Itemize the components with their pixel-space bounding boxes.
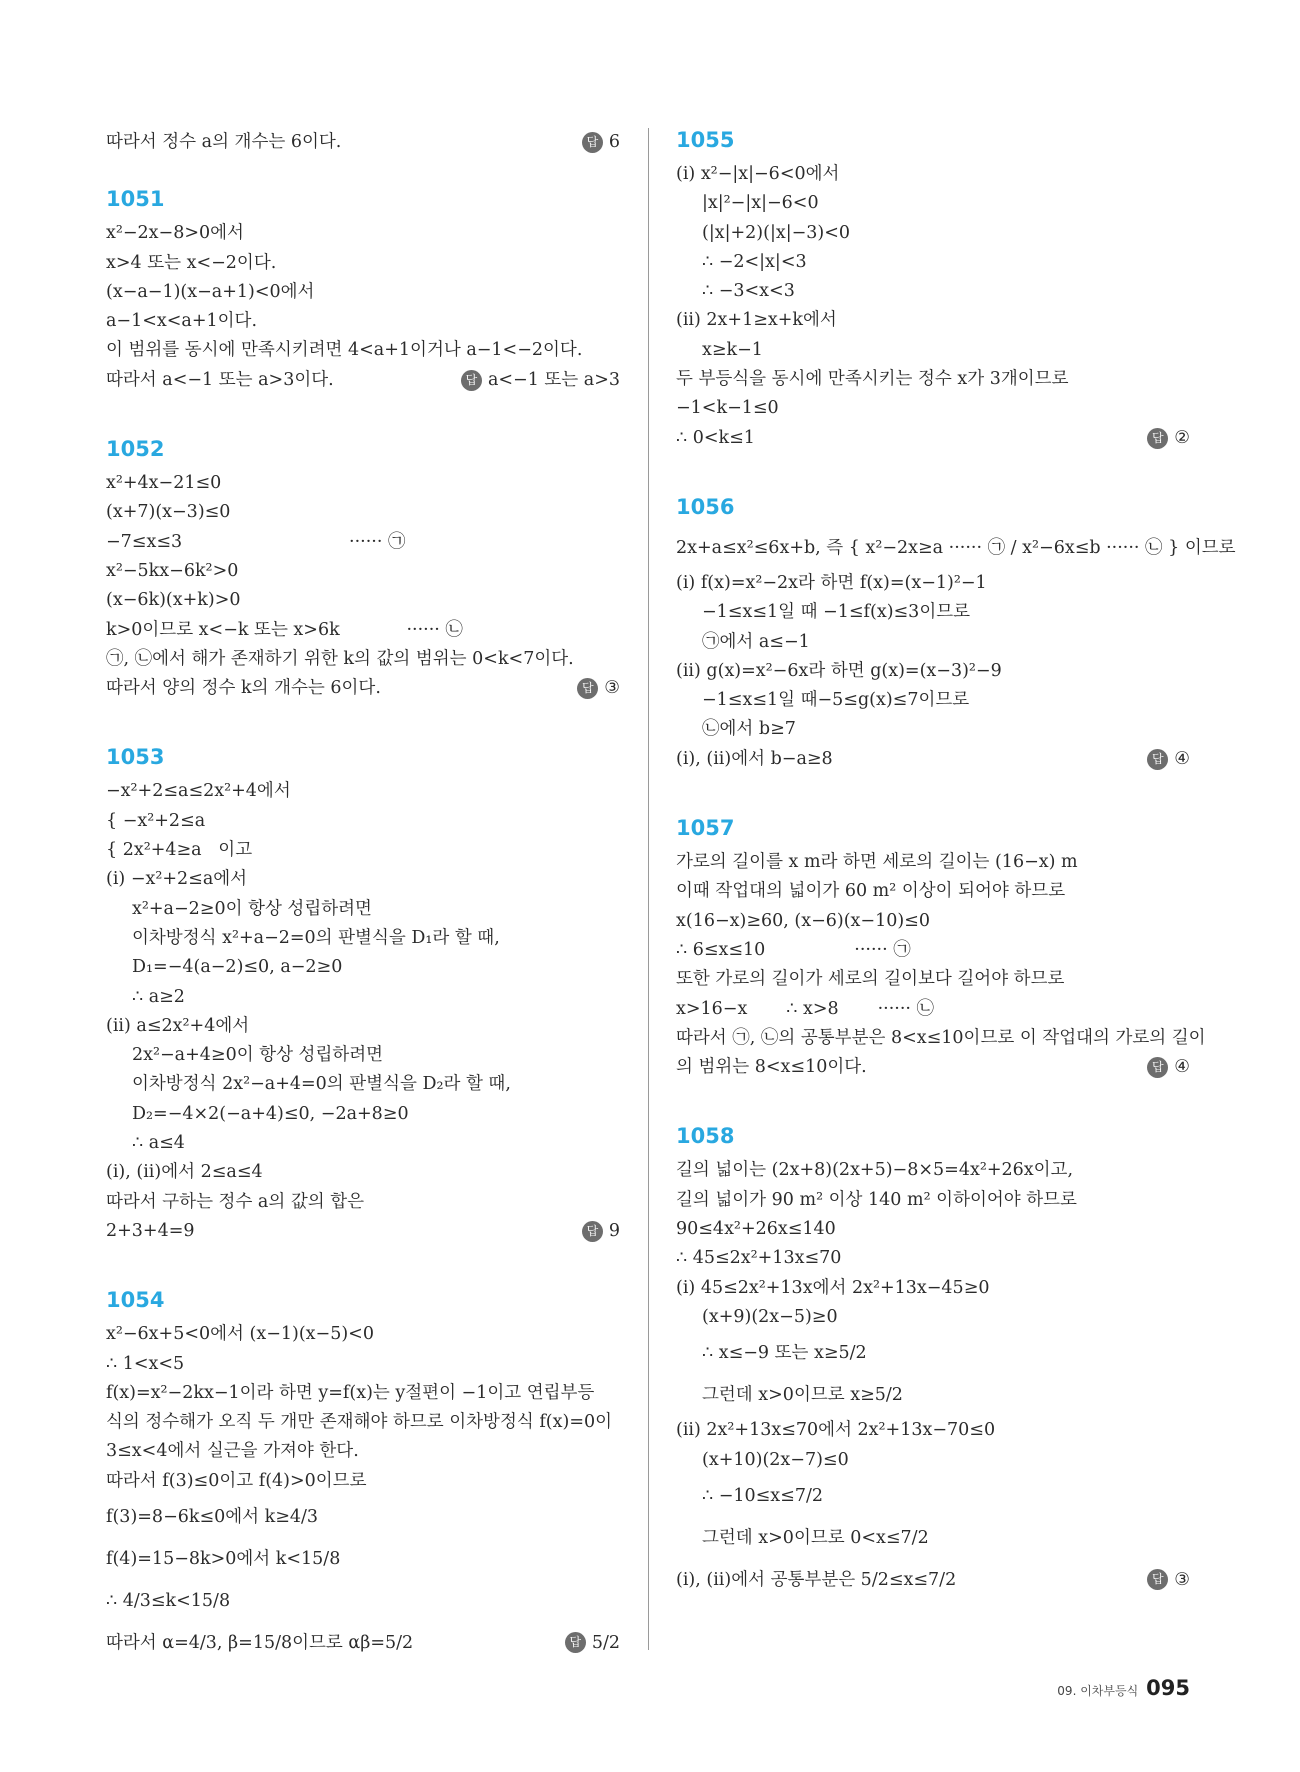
solution-line-text: 따라서 a<−1 또는 a>3이다. bbox=[106, 369, 334, 390]
answer-badge-icon: 답 bbox=[1147, 749, 1168, 770]
solution-line bbox=[676, 1332, 1190, 1374]
answer-badge-icon: 답 bbox=[582, 132, 603, 153]
solution-line bbox=[676, 848, 1190, 877]
solution-line-text: ∴ 4/3≤k<15/8 bbox=[106, 1590, 231, 1611]
problem-block bbox=[106, 437, 620, 703]
solution-line bbox=[106, 616, 620, 645]
answer bbox=[1147, 1559, 1190, 1601]
solution-line bbox=[676, 394, 1190, 423]
solution-line-text: 따라서 양의 정수 k의 개수는 6이다. bbox=[106, 678, 381, 699]
solution-line-text: x(16−x)≥60, (x−6)(x−10)≤0 bbox=[676, 910, 930, 931]
solution-line bbox=[676, 1156, 1190, 1185]
problem-number: 1058 bbox=[676, 1124, 735, 1149]
problem-block bbox=[106, 1288, 620, 1664]
solution-line-text: (x−a−1)(x−a+1)<0에서 bbox=[106, 281, 315, 302]
solution-line-text: f(x)=x²−2kx−1이라 하면 y=f(x)는 y절편이 −1이고 연립부등 bbox=[106, 1382, 595, 1403]
solution-line bbox=[106, 1408, 620, 1437]
solution-line-text: x²−2x−8>0에서 bbox=[106, 223, 244, 244]
solution-line-text: (ii) 2x+1≥x+k에서 bbox=[676, 310, 837, 331]
problem-number: 1054 bbox=[106, 1288, 165, 1313]
column-divider bbox=[648, 128, 649, 1650]
solution-line bbox=[676, 189, 1190, 218]
solution-line-text: −1<k−1≤0 bbox=[676, 398, 779, 419]
solution-line-text: 3≤x<4에서 실근을 가져야 한다. bbox=[106, 1441, 359, 1462]
solution-line bbox=[106, 1437, 620, 1466]
right-column bbox=[676, 128, 1236, 1601]
solution-line bbox=[676, 745, 1190, 774]
answer bbox=[1147, 1053, 1190, 1082]
problem-number: 1056 bbox=[676, 494, 735, 519]
solution-line bbox=[676, 1416, 1190, 1445]
answer-badge-icon: 답 bbox=[1147, 1057, 1168, 1078]
solution-line bbox=[676, 1446, 1190, 1475]
solution-line bbox=[676, 365, 1190, 394]
solution-line-text: (i) 45≤2x²+13x에서 2x²+13x−45≥0 bbox=[676, 1277, 990, 1298]
left-column bbox=[106, 128, 620, 1664]
solution-line-text: 2x+a≤x²≤6x+b, 즉 { x²−2x≥a ······ ㉠ / x²−6x≤b ······ ㉡ } 이므로 bbox=[676, 537, 1236, 558]
solution-line bbox=[106, 865, 620, 894]
right-problem-list bbox=[676, 128, 1236, 1601]
solution-line bbox=[106, 674, 620, 703]
solution-line bbox=[106, 528, 620, 557]
answer-badge-icon: 답 bbox=[577, 678, 598, 699]
solution-line bbox=[676, 306, 1190, 335]
solution-line bbox=[106, 249, 620, 278]
answer-value: ② bbox=[1174, 427, 1190, 448]
solution-line bbox=[106, 1217, 620, 1246]
solution-line-text: ∴ 0<k≤1 bbox=[676, 427, 755, 448]
page-footer bbox=[1057, 1676, 1190, 1700]
solution-line bbox=[106, 895, 620, 924]
solution-line-text: 따라서 f(3)≤0이고 f(4)>0이므로 bbox=[106, 1470, 367, 1491]
solution-line-text: ∴ 6≤x≤10 ······ ㉠ bbox=[676, 939, 911, 960]
solution-line bbox=[676, 1559, 1190, 1601]
solution-line-text: 90≤4x²+26x≤140 bbox=[676, 1219, 836, 1240]
problem-number: 1053 bbox=[106, 745, 165, 770]
solution-line-text: (x−6k)(x+k)>0 bbox=[106, 590, 241, 611]
solution-line bbox=[106, 1496, 620, 1538]
solution-line bbox=[106, 307, 620, 336]
problem-number: 1051 bbox=[106, 187, 165, 212]
answer-value: ③ bbox=[604, 678, 620, 699]
solution-line bbox=[676, 1186, 1190, 1215]
solution-line bbox=[676, 336, 1190, 365]
solution-line bbox=[106, 366, 620, 395]
solution-line bbox=[676, 715, 1190, 744]
solution-line-text: (ii) g(x)=x²−6x라 하면 g(x)=(x−3)²−9 bbox=[676, 660, 1002, 681]
solution-line bbox=[676, 1024, 1206, 1053]
solution-line-text: ∴ 45≤2x²+13x≤70 bbox=[676, 1248, 842, 1269]
solution-line bbox=[106, 586, 620, 615]
solution-line-text: 길의 넓이는 (2x+8)(2x+5)−8×5=4x²+26x이고, bbox=[676, 1160, 1074, 1181]
solution-line bbox=[676, 686, 1190, 715]
solution-line bbox=[676, 248, 1190, 277]
solution-line bbox=[106, 983, 620, 1012]
solution-line-text: (|x|+2)(|x|−3)<0 bbox=[702, 222, 851, 243]
solution-line bbox=[106, 1129, 620, 1158]
solution-line bbox=[106, 1379, 620, 1408]
solution-line-text: x>4 또는 x<−2이다. bbox=[106, 252, 277, 273]
solution-line bbox=[676, 1244, 1190, 1273]
answer-badge-icon: 답 bbox=[1147, 1569, 1168, 1590]
solution-line-text: 두 부등식을 동시에 만족시키는 정수 x가 3개이므로 bbox=[676, 369, 1069, 390]
problem-block bbox=[106, 745, 620, 1246]
problem-number: 1055 bbox=[676, 128, 735, 152]
solution-line bbox=[106, 469, 620, 498]
solution-line bbox=[106, 953, 620, 982]
solution-line-text: ∴ x≤−9 또는 x≥5/2 bbox=[702, 1343, 867, 1364]
solution-line bbox=[676, 598, 1190, 627]
solution-line bbox=[676, 1303, 1190, 1332]
answer bbox=[461, 366, 620, 395]
solution-line bbox=[676, 907, 1190, 936]
problem-block bbox=[676, 128, 1190, 453]
solution-line-text: ∴ a≥2 bbox=[132, 986, 185, 1007]
answer-value: 5/2 bbox=[591, 1632, 620, 1653]
solution-line-text: (x+7)(x−3)≤0 bbox=[106, 502, 231, 523]
solution-line bbox=[106, 836, 620, 865]
answer bbox=[565, 1622, 620, 1664]
solution-line bbox=[676, 219, 1190, 248]
solution-line bbox=[676, 995, 1190, 1024]
answer-value: 9 bbox=[608, 1220, 620, 1241]
solution-line-text: (ii) 2x²+13x≤70에서 2x²+13x−70≤0 bbox=[676, 1420, 996, 1441]
solution-line-text: 또한 가로의 길이가 세로의 길이보다 길어야 하므로 bbox=[676, 969, 1065, 990]
solution-line-text: |x|²−|x|−6<0 bbox=[702, 193, 819, 214]
answer bbox=[1147, 424, 1190, 453]
solution-line-text: f(3)=8−6k≤0에서 k≥4/3 bbox=[106, 1506, 319, 1527]
solution-line bbox=[106, 777, 620, 806]
solution-line bbox=[676, 1274, 1190, 1303]
solution-line bbox=[676, 657, 1190, 686]
solution-line-text: { 2x²+4≥a 이고 bbox=[106, 840, 253, 861]
solution-line bbox=[106, 645, 620, 674]
solution-line-text: 따라서 ㉠, ㉡의 공통부분은 8<x≤10이므로 이 작업대의 가로의 길이 bbox=[676, 1027, 1206, 1048]
solution-line-text: 그런데 x>0이므로 0<x≤7/2 bbox=[702, 1527, 929, 1548]
answer bbox=[577, 674, 620, 703]
solution-line bbox=[106, 1041, 620, 1070]
solution-line-text: D₁=−4(a−2)≤0, a−2≥0 bbox=[132, 957, 343, 978]
solution-line bbox=[106, 278, 620, 307]
solution-line-text: −1≤x≤1일 때−5≤g(x)≤7이므로 bbox=[702, 690, 970, 711]
solution-line-text: −1≤x≤1일 때 −1≤f(x)≤3이므로 bbox=[702, 602, 971, 623]
solution-line bbox=[106, 1100, 620, 1129]
solution-line bbox=[106, 336, 620, 365]
solution-line bbox=[676, 965, 1190, 994]
problem-block bbox=[106, 187, 620, 395]
answer-badge-icon: 답 bbox=[461, 370, 482, 391]
solution-line-text: 이차방정식 2x²−a+4=0의 판별식을 D₂라 할 때, bbox=[132, 1074, 511, 1095]
chapter-label: 09. 이차부등식 bbox=[1057, 1684, 1139, 1698]
solution-line-text: 따라서 α=4/3, β=15/8이므로 αβ=5/2 bbox=[106, 1632, 414, 1653]
solution-line-text: ∴ a≤4 bbox=[132, 1133, 185, 1154]
solution-line bbox=[676, 1053, 1190, 1082]
solution-line-text: x²−6x+5<0에서 (x−1)(x−5)<0 bbox=[106, 1324, 374, 1345]
solution-line-text: x≥k−1 bbox=[702, 339, 763, 360]
solution-line bbox=[106, 1467, 620, 1496]
solution-line-text: ㉠에서 a≤−1 bbox=[702, 631, 810, 652]
solution-line bbox=[676, 1517, 1190, 1559]
left-problem-list bbox=[106, 187, 620, 1664]
lead-line-text: 따라서 정수 a의 개수는 6이다. bbox=[106, 132, 342, 152]
answer-value: a<−1 또는 a>3 bbox=[487, 369, 620, 390]
solution-line bbox=[676, 1374, 1190, 1416]
problem-block bbox=[676, 816, 1206, 1082]
answer-value: ④ bbox=[1174, 1057, 1190, 1078]
solution-line-text: 길의 넓이가 90 m² 이상 140 m² 이하이어야 하므로 bbox=[676, 1189, 1077, 1210]
solution-line-text: 따라서 구하는 정수 a의 값의 합은 bbox=[106, 1191, 365, 1212]
solution-line-text: k>0이므로 x<−k 또는 x>6k ······ ㉡ bbox=[106, 619, 463, 640]
solution-line-text: ∴ 1<x<5 bbox=[106, 1353, 185, 1374]
solution-line bbox=[676, 1475, 1190, 1517]
solution-line-text: 가로의 길이를 x m라 하면 세로의 길이는 (16−x) m bbox=[676, 852, 1078, 873]
solution-line-text: 2x²−a+4≥0이 항상 성립하려면 bbox=[132, 1045, 384, 1066]
solution-line bbox=[106, 1188, 620, 1217]
solution-line-text: −x²+2≤a≤2x²+4에서 bbox=[106, 781, 291, 802]
solution-line-text: (i), (ii)에서 b−a≥8 bbox=[676, 748, 833, 769]
lead-line bbox=[106, 128, 620, 157]
solution-line-text: D₂=−4×2(−a+4)≤0, −2a+8≥0 bbox=[132, 1103, 409, 1124]
solution-line-text: x>16−x ∴ x>8 ······ ㉡ bbox=[676, 998, 935, 1019]
answer-value: ③ bbox=[1174, 1569, 1190, 1590]
solution-line-text: 이차방정식 x²+a−2=0의 판별식을 D₁라 할 때, bbox=[132, 927, 500, 948]
solution-line-text: (x+9)(2x−5)≥0 bbox=[702, 1306, 838, 1327]
solution-line bbox=[106, 807, 620, 836]
problem-number: 1057 bbox=[676, 816, 735, 841]
solution-line bbox=[676, 936, 1190, 965]
solution-line bbox=[106, 557, 620, 586]
solution-line-text: 식의 정수해가 오직 두 개만 존재해야 하므로 이차방정식 f(x)=0이 bbox=[106, 1412, 613, 1433]
solution-line bbox=[106, 924, 620, 953]
solution-line bbox=[106, 1622, 620, 1664]
solution-line bbox=[106, 1320, 620, 1349]
answer-badge-icon: 답 bbox=[582, 1221, 603, 1242]
problem-block bbox=[676, 494, 1236, 774]
solution-line bbox=[106, 1012, 620, 1041]
solution-line-text: −7≤x≤3 ······ ㉠ bbox=[106, 531, 406, 552]
solution-line-text: ∴ −3<x<3 bbox=[702, 281, 795, 302]
solution-line-text: 2+3+4=9 bbox=[106, 1220, 195, 1241]
answer-value: 6 bbox=[608, 132, 620, 152]
solution-line-text: ㉠, ㉡에서 해가 존재하기 위한 k의 값의 범위는 0<k<7이다. bbox=[106, 648, 574, 669]
solution-line-text: (ii) a≤2x²+4에서 bbox=[106, 1015, 250, 1036]
solution-line-text: (i) f(x)=x²−2x라 하면 f(x)=(x−1)²−1 bbox=[676, 572, 987, 593]
solution-line bbox=[676, 527, 1236, 569]
solution-line-text: (i), (ii)에서 2≤a≤4 bbox=[106, 1162, 263, 1183]
solution-line bbox=[106, 1158, 620, 1187]
solution-line-text: 이때 작업대의 넓이가 60 m² 이상이 되어야 하므로 bbox=[676, 881, 1066, 902]
solution-line bbox=[106, 219, 620, 248]
solution-line bbox=[676, 1215, 1190, 1244]
solution-line bbox=[676, 160, 1190, 189]
page-number: 095 bbox=[1146, 1676, 1190, 1700]
solution-line bbox=[676, 424, 1190, 453]
answer-value: ④ bbox=[1174, 748, 1190, 769]
solution-line-text: 그런데 x>0이므로 x≥5/2 bbox=[702, 1385, 903, 1406]
solution-line-text: a−1<x<a+1이다. bbox=[106, 311, 258, 332]
solution-line bbox=[676, 628, 1190, 657]
problem-number: 1052 bbox=[106, 437, 165, 462]
solution-line-text: (i) x²−|x|−6<0에서 bbox=[676, 164, 840, 184]
lead-answer bbox=[582, 128, 620, 157]
solution-line bbox=[106, 1580, 620, 1622]
solution-line bbox=[676, 877, 1190, 906]
solution-line-text: ∴ −10≤x≤7/2 bbox=[702, 1485, 823, 1506]
solution-line-text: ∴ −2<|x|<3 bbox=[702, 251, 807, 272]
solution-line-text: { −x²+2≤a bbox=[106, 810, 206, 831]
solution-line-text: 의 범위는 8<x≤10이다. bbox=[676, 1057, 867, 1078]
solution-line-text: x²+4x−21≤0 bbox=[106, 473, 222, 494]
solution-line-text: x²−5kx−6k²>0 bbox=[106, 560, 239, 581]
answer-badge-icon: 답 bbox=[565, 1632, 586, 1653]
solution-line bbox=[676, 277, 1190, 306]
solution-line-text: (i) −x²+2≤a에서 bbox=[106, 869, 248, 890]
solution-line bbox=[106, 1350, 620, 1379]
problem-block bbox=[676, 1124, 1190, 1600]
solution-line bbox=[676, 569, 1190, 598]
solution-line-text: x²+a−2≥0이 항상 성립하려면 bbox=[132, 898, 372, 919]
answer bbox=[582, 1217, 620, 1246]
solution-line bbox=[106, 1538, 620, 1580]
answer bbox=[1147, 745, 1190, 774]
solution-line bbox=[106, 498, 620, 527]
solution-line bbox=[106, 1070, 620, 1099]
solution-line-text: f(4)=15−8k>0에서 k<15/8 bbox=[106, 1548, 341, 1569]
solution-line-text: (x+10)(2x−7)≤0 bbox=[702, 1449, 849, 1470]
solution-line-text: ㉡에서 b≥7 bbox=[702, 719, 796, 740]
solution-line-text: (i), (ii)에서 공통부분은 5/2≤x≤7/2 bbox=[676, 1569, 957, 1590]
solution-line-text: 이 범위를 동시에 만족시키려면 4<a+1이거나 a−1<−2이다. bbox=[106, 340, 583, 361]
answer-badge-icon: 답 bbox=[1147, 428, 1168, 449]
